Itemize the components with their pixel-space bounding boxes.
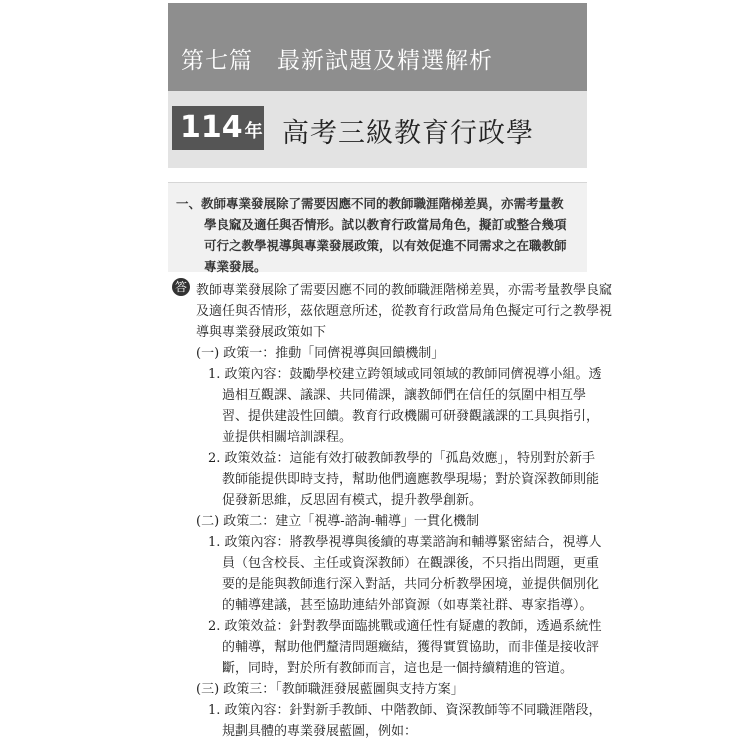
question-line: 一、教師專業發展除了需要因應不同的教師職涯階梯差異，亦需考量教 [176, 196, 564, 211]
answer-line: 教師專業發展除了需要因應不同的教師職涯階梯差異，亦需考量教學良窳 [196, 283, 613, 298]
answer-line: 2. 政策效益：針對教學面臨挑戰或適任性有疑慮的教師，透過系統性 [208, 619, 602, 634]
answer-heading: (二) 政策二：建立「視導-諮詢-輔導」一貫化機制 [196, 514, 480, 529]
question-line: 可行之教學視導與專業發展政策，以有效促進不同需求之在職教師 [204, 238, 567, 253]
answer-line: 及適任與否情形，茲依題意所述，從教育行政當局角色擬定可行之教學視 [196, 304, 613, 319]
answer-line: 的輔導建議，甚至協助連結外部資源（如專業社群、專家指導）。 [222, 598, 593, 613]
part-title: 第七篇 最新試題及精選解析 [181, 48, 493, 74]
answer-line: 員（包含校長、主任或資深教師）在觀課後，不只指出問題，更重 [222, 556, 600, 571]
exam-title: 高考三級教育行政學 [282, 118, 534, 149]
answer-line: 斷，同時，對於所有教師而言，這也是一個持續精進的管道。 [222, 661, 574, 676]
answer-line: 規劃具體的專業發展藍圖，例如： [222, 724, 418, 739]
answer-line: 2. 政策效益：這能有效打破教師教學的「孤島效應」，特別對於新手 [208, 451, 596, 466]
answer-line: 1. 政策內容：針對新手教師、中階教師、資深教師等不同職涯階段， [208, 703, 602, 718]
answer-line: 教師能提供即時支持，幫助他們適應教學現場；對於資深教師則能 [222, 472, 600, 487]
answer-line: 要的是能與教師進行深入對話，共同分析教學困境，並提供個別化 [222, 577, 600, 592]
year-badge [172, 106, 264, 150]
answer-line: 習、提供建設性回饋。教育行政機關可研發觀議課的工具與指引， [222, 409, 600, 424]
answer-line: 1. 政策內容：鼓勵學校建立跨領域或同領域的教師同儕視導小組。透 [208, 367, 602, 382]
year-unit: 年 [244, 121, 263, 142]
answer-heading: (一) 政策一：推動「同儕視導與回饋機制」 [196, 346, 445, 361]
question-line: 專業發展。 [204, 259, 267, 274]
answer-line: 並提供相關培訓課程。 [222, 430, 353, 445]
answer-heading: (三) 政策三：「教師職涯發展藍圖與支持方案」 [196, 682, 464, 697]
answer-line: 促發新思維，反思固有模式，提升教學創新。 [222, 493, 483, 508]
year-number: 114 [180, 110, 243, 145]
answer-line: 1. 政策內容：將教學視導與後續的專業諮詢和輔導緊密結合，視導人 [208, 535, 602, 550]
answer-icon: 答 [172, 278, 190, 296]
question-line: 學良窳及適任與否情形。試以教育行政當局角色，擬訂或整合幾項 [204, 217, 567, 232]
answer-line: 導與專業發展政策如下 [196, 325, 327, 340]
answer-line: 的輔導，幫助他們釐清問題癥結，獲得實質協助，而非僅是接收評 [222, 640, 600, 655]
answer-line: 過相互觀課、議課、共同備課，讓教師們在信任的氛圍中相互學 [222, 388, 587, 403]
